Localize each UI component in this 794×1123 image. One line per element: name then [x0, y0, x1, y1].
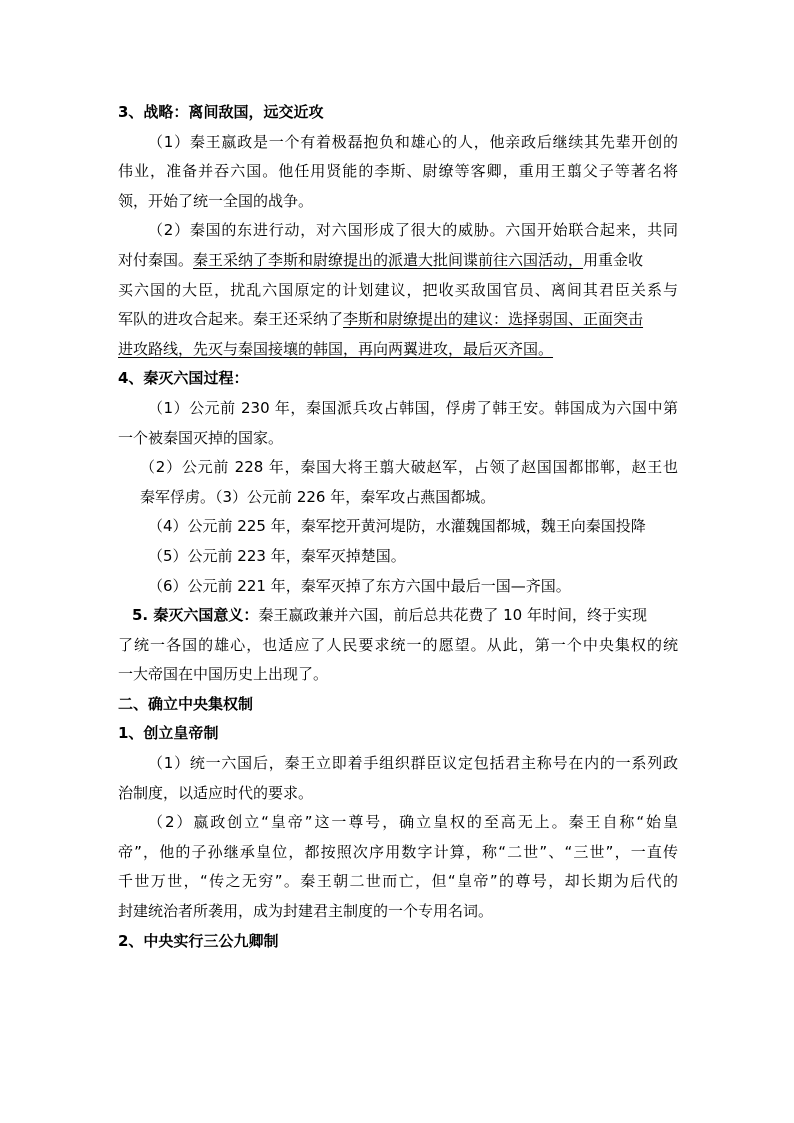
- paragraph-line: [118, 305, 678, 335]
- subsection-heading: 1、创立皇帝制: [118, 724, 219, 743]
- paragraph-line: 伟业，准备并吞六国。他任用贤能的李斯、尉缭等客卿，重用王翦父子等著名将: [118, 162, 678, 181]
- bold-label: 5. 秦灭六国意义：: [132, 606, 259, 625]
- list-item-line: （6）公元前 221 年，秦军灭掉了东方六国中最后一国—齐国。: [148, 576, 571, 595]
- paragraph-line: [118, 246, 678, 276]
- list-item-line: 一个被秦国灭掉的国家。: [118, 428, 284, 447]
- list-item-line: 秦军俘虏。（3）公元前 226 年，秦军攻占燕国都城。: [140, 487, 496, 506]
- paragraph-line: （2）嬴政创立“皇帝”这一尊号，确立皇权的至高无上。秦王自称“始皇: [148, 813, 678, 832]
- underlined-text: 秦王采纳了李斯和尉缭提出的派遣大批间谍前往六国活动，: [193, 250, 584, 269]
- paragraph-line: 千世万世，“传之无穷”。秦王朝二世而亡，但“皇帝”的尊号，却长期为后代的: [118, 872, 678, 891]
- paragraph-line: 封建统治者所袭用，成为封建君主制度的一个专用名词。: [118, 902, 494, 921]
- section-heading: 3、战略：离间敌国，远交近攻: [118, 103, 324, 121]
- paragraph-line: 帝”，他的子孙继承皇位，都按照次序用数字计算，称“二世”、“三世”，一直传: [118, 842, 678, 861]
- paragraph-line: 一大帝国在中国历史上出现了。: [118, 665, 329, 684]
- paragraph-line: 买六国的大臣，扰乱六国原定的计划建议，把收买敌国官员、离间其君臣关系与: [118, 280, 678, 299]
- paragraph-line: （1）秦王嬴政是一个有着极磊抱负和雄心的人，他亲政后继续其先辈开创的: [148, 132, 678, 151]
- paragraph-line: （1）统一六国后，秦王立即着手组织群臣议定包括君主称号在内的一系列政: [148, 754, 678, 773]
- paragraph-line: 了统一各国的雄心，也适应了人民要求统一的愿望。从此，第一个中央集权的统: [118, 635, 678, 654]
- underlined-text: 李斯和尉缭提出的建议：选择弱国、正面突击: [343, 310, 644, 329]
- paragraph-line: [118, 601, 678, 631]
- text-span: 用重金收: [583, 250, 644, 269]
- paragraph-line: （2）秦国的东进行动，对六国形成了很大的威胁。六国开始联合起来，共同: [148, 221, 678, 240]
- list-item-line: （5）公元前 223 年，秦军灭掉楚国。: [148, 546, 406, 565]
- text-span: 军队的进攻合起来。秦王还采纳了: [118, 310, 344, 329]
- list-item-line: （4）公元前 225 年，秦军挖开黄河堤防，水灌魏国都城，魏王向秦国投降: [148, 517, 646, 536]
- list-item-line: （2）公元前 228 年，秦国大将王翦大破赵军，占领了赵国国都邯郸，赵王也: [140, 458, 678, 477]
- paragraph-line: 治制度，以适应时代的要求。: [118, 783, 314, 802]
- paragraph-line: [118, 335, 678, 365]
- text-span: 对付秦国。: [118, 250, 194, 269]
- paragraph-line: 领，开始了统一全国的战争。: [118, 191, 314, 210]
- subsection-heading: 2、中央实行三公九卿制: [118, 931, 279, 950]
- document-body: [118, 98, 678, 956]
- section-heading: 二、确立中央集权制: [118, 694, 254, 713]
- list-item-line: （1）公元前 230 年，秦国派兵攻占韩国，俘虏了韩王安。韩国成为六国中第: [148, 398, 678, 417]
- underlined-text: 进攻路线，先灭与秦国接壤的韩国，再向两翼进攻，最后灭齐国。: [118, 339, 554, 358]
- text-span: 秦王嬴政兼并六国，前后总共花费了 10 年时间，终于实现: [258, 606, 647, 625]
- section-heading: 4、秦灭六国过程：: [118, 369, 249, 388]
